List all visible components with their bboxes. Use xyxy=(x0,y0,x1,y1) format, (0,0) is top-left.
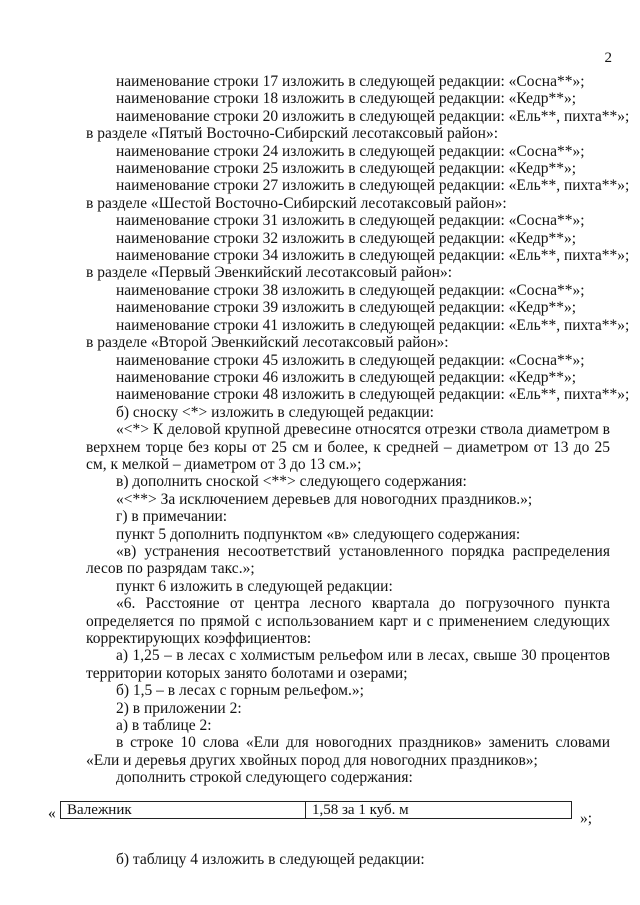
section-line: в разделе «Второй Эвенкийский лесотаксовый район»: xyxy=(86,334,449,352)
text-line: в) дополнить сноской <**> следующего содержания: xyxy=(116,473,467,491)
text-line: дополнить строкой следующего содержания: xyxy=(116,769,413,787)
document-body xyxy=(48,73,630,868)
text-line: г) в примечании: xyxy=(116,508,228,526)
close-quote: »; xyxy=(580,809,593,827)
text-line: а) в таблице 2: xyxy=(116,717,212,735)
subpoint-v-paragraph: «в) устранения несоответствий установленного порядка распределения лесов по разрядам такс.»; xyxy=(86,542,610,578)
text-line: пункт 6 изложить в следующей редакции: xyxy=(116,577,393,595)
text-line: «<**> За исключением деревьев для новогодних праздников.»; xyxy=(116,490,533,508)
insert-table xyxy=(60,801,572,819)
point-6-paragraph: «6. Расстояние от центра лесного квартала до погрузочного пункта определяется по прямой с использованием карт и с применением следующих корректирующих коэффициентов: xyxy=(86,595,610,647)
text-line: 2) в приложении 2: xyxy=(116,699,242,717)
text-line: наименование строки 45 изложить в следующей редакции: «Сосна**»; xyxy=(116,351,585,369)
text-line: наименование строки 48 изложить в следующей редакции: «Ель**, пихта**»; xyxy=(116,386,630,404)
text-line: наименование строки 18 изложить в следующей редакции: «Кедр**»; xyxy=(116,90,577,108)
row-10-paragraph: в строке 10 слова «Ели для новогодних праздников» заменить словами «Ели и деревья других хвойных пород для новогодних праздников»; xyxy=(86,734,610,769)
text-line: наименование строки 34 изложить в следующей редакции: «Ель**, пихта**»; xyxy=(116,247,630,265)
table-row xyxy=(61,801,572,818)
footnote-paragraph: «<*> К деловой крупной древесине относятся отрезки ствола диаметром в верхнем торце без коры от 25 см и более, к средней – диаметром от 13 до 25 см, к мелкой – диаметром от 3 до 13 см.»; xyxy=(86,421,610,473)
table-cell-name: Валежник xyxy=(61,801,306,818)
text-line: наименование строки 31 изложить в следующей редакции: «Сосна**»; xyxy=(116,212,585,230)
open-quote: « xyxy=(48,804,56,822)
section-line: в разделе «Первый Эвенкийский лесотаксовый район»: xyxy=(86,264,452,282)
section-line: в разделе «Шестой Восточно-Сибирский лесотаксовый район»: xyxy=(86,194,507,212)
page-number: 2 xyxy=(604,50,612,66)
text-line: наименование строки 17 изложить в следующей редакции: «Сосна**»; xyxy=(116,73,585,90)
text-line: б) 1,5 – в лесах с горным рельефом.»; xyxy=(116,682,364,700)
text-line: наименование строки 46 изложить в следующей редакции: «Кедр**»; xyxy=(116,368,577,386)
text-line: наименование строки 39 изложить в следующей редакции: «Кедр**»; xyxy=(116,299,577,317)
text-line: наименование строки 38 изложить в следующей редакции: «Сосна**»; xyxy=(116,281,585,299)
inserted-row xyxy=(48,801,610,831)
text-line: наименование строки 41 изложить в следующей редакции: «Ель**, пихта**»; xyxy=(116,316,630,334)
text-line: б) таблицу 4 изложить в следующей редакции: xyxy=(116,850,425,868)
text-line: наименование строки 24 изложить в следующей редакции: «Сосна**»; xyxy=(116,142,585,160)
section-line: в разделе «Пятый Восточно-Сибирский лесотаксовый район»: xyxy=(86,125,499,143)
text-line: наименование строки 27 изложить в следующей редакции: «Ель**, пихта**»; xyxy=(116,177,630,195)
subpoint-a-paragraph: а) 1,25 – в лесах с холмистым рельефом или в лесах, свыше 30 процентов территории которых занято болотами и озерами; xyxy=(86,647,610,682)
text-line: б) сноску <*> изложить в следующей редакции: xyxy=(116,403,434,421)
text-line: наименование строки 32 изложить в следующей редакции: «Кедр**»; xyxy=(116,229,577,247)
table-cell-value: 1,58 за 1 куб. м xyxy=(306,801,572,818)
text-line: наименование строки 25 изложить в следующей редакции: «Кедр**»; xyxy=(116,160,577,178)
text-line: пункт 5 дополнить подпунктом «в» следующего содержания: xyxy=(116,525,521,543)
text-line: наименование строки 20 изложить в следующей редакции: «Ель**, пихта**»; xyxy=(116,107,630,125)
